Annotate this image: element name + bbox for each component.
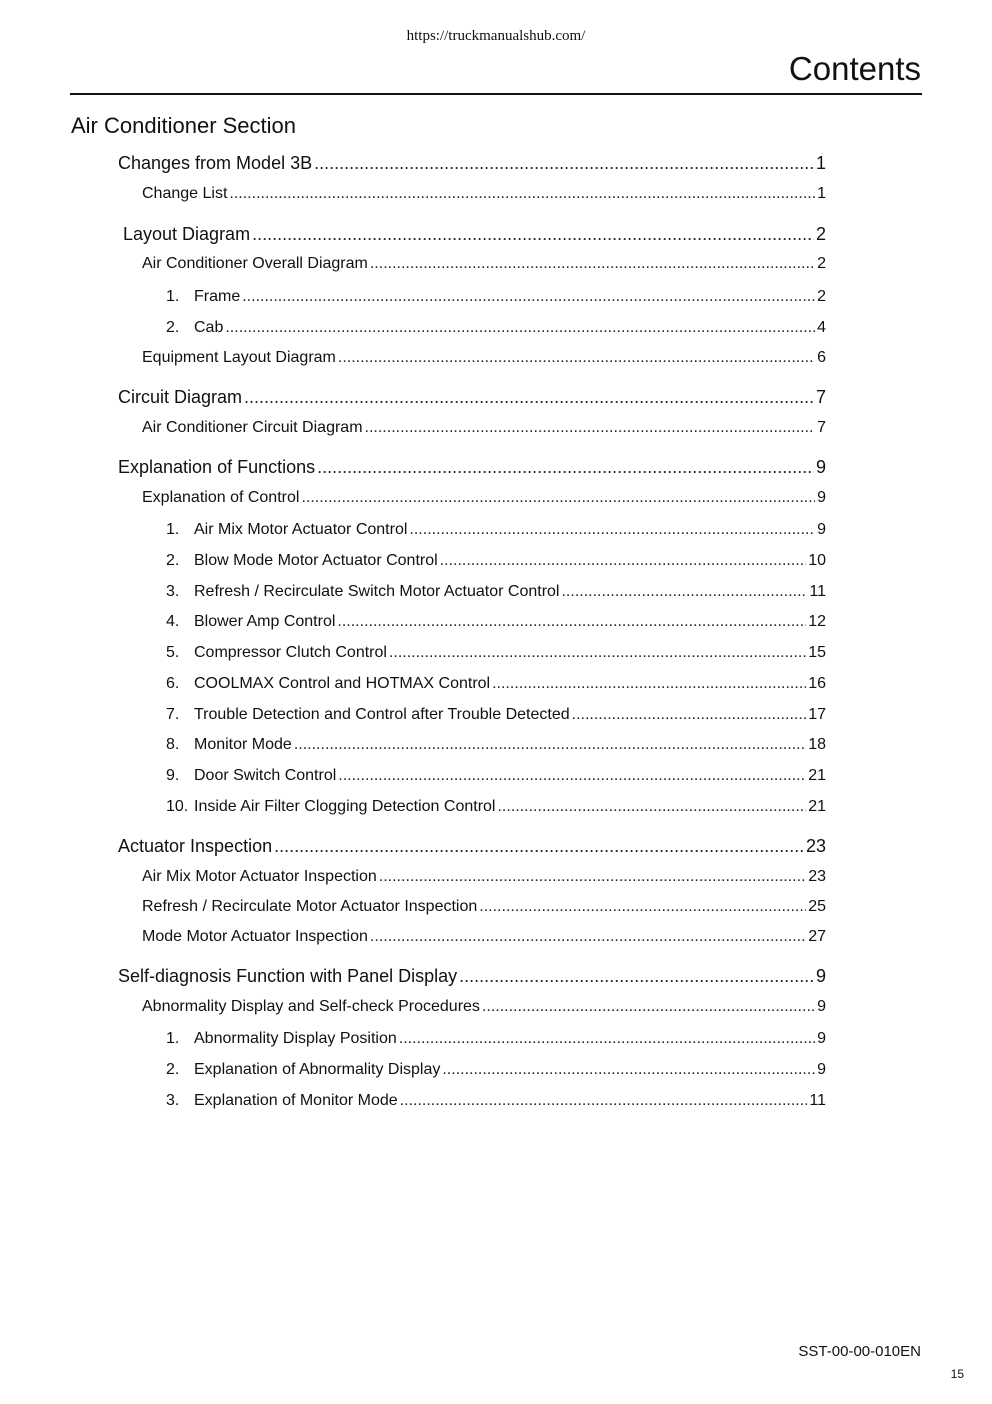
toc-entry-number: 1. xyxy=(166,521,180,538)
toc-entry-title: Air Mix Motor Actuator Inspection xyxy=(142,868,377,885)
toc-entry-number: 5. xyxy=(166,644,180,661)
dot-leader xyxy=(365,419,816,437)
toc-entry-title: Self-diagnosis Function with Panel Display xyxy=(118,966,458,986)
page-number: 15 xyxy=(950,1367,964,1381)
toc-entry-number: 1. xyxy=(166,288,180,305)
toc-entry-title: Actuator Inspection xyxy=(118,836,273,856)
dot-leader xyxy=(370,928,806,946)
toc-subsection-entry[interactable] xyxy=(166,706,826,727)
toc-section-entry[interactable] xyxy=(142,898,826,919)
dot-leader xyxy=(338,349,815,367)
toc-entry-page: 2 xyxy=(817,255,826,272)
toc-entry-number: 4. xyxy=(166,613,180,630)
toc-entry-title: Frame xyxy=(194,288,241,305)
dot-leader xyxy=(440,552,807,570)
toc-subsection-entry[interactable] xyxy=(166,288,826,309)
toc-entry-number: 3. xyxy=(166,583,180,600)
toc-entry-number: 10. xyxy=(166,798,189,815)
toc-entry-title: Explanation of Functions xyxy=(118,457,316,477)
toc-entry-page: 9 xyxy=(817,489,826,506)
dot-leader xyxy=(225,319,815,337)
toc-entry-title: Refresh / Recirculate Motor Actuator Inspection xyxy=(142,898,478,915)
toc-entry-number: 1. xyxy=(166,1030,180,1047)
toc-subsection-entry[interactable] xyxy=(166,583,826,604)
toc-entry-page: 7 xyxy=(815,387,826,407)
toc-entry-number: 9. xyxy=(166,767,180,784)
toc-subsection-entry[interactable] xyxy=(166,613,826,634)
dot-leader xyxy=(492,675,806,693)
toc-subsection-entry[interactable] xyxy=(166,521,826,542)
toc-entry-title: Monitor Mode xyxy=(194,736,292,753)
toc-entry-title: Air Conditioner Circuit Diagram xyxy=(142,419,363,436)
toc-subsection-entry[interactable] xyxy=(166,1030,826,1051)
dot-leader xyxy=(370,255,815,273)
dot-leader xyxy=(442,1061,815,1079)
toc-entry-page: 11 xyxy=(809,1092,826,1109)
toc-chapter-entry[interactable] xyxy=(118,836,826,860)
toc-entry-number: 6. xyxy=(166,675,180,692)
toc-entry-title: Cab xyxy=(194,319,224,336)
toc-entry-title: Equipment Layout Diagram xyxy=(142,349,336,366)
dot-leader xyxy=(314,153,814,174)
dot-leader xyxy=(317,457,814,478)
toc-entry-title: Explanation of Abnormality Display xyxy=(194,1061,441,1078)
toc-entry-number: 2. xyxy=(166,552,180,569)
toc-subsection-entry[interactable] xyxy=(166,319,826,340)
dot-leader xyxy=(301,489,815,507)
toc-entry-page: 6 xyxy=(817,349,826,366)
toc-entry-page: 9 xyxy=(817,521,826,538)
toc-entry-page: 23 xyxy=(808,868,826,885)
toc-subsection-entry[interactable] xyxy=(166,736,826,757)
toc-entry-page: 16 xyxy=(808,675,826,692)
dot-leader xyxy=(479,898,806,916)
toc-entry-title: Compressor Clutch Control xyxy=(194,644,387,661)
toc-entry-page: 21 xyxy=(808,767,826,784)
toc-entry-title: Trouble Detection and Control after Trouble Detected xyxy=(194,706,570,723)
toc-entry-number: 7. xyxy=(166,706,180,723)
toc-entry-title: Air Mix Motor Actuator Control xyxy=(194,521,408,538)
toc-entry-page: 15 xyxy=(808,644,826,661)
toc-section-entry[interactable] xyxy=(142,185,826,206)
toc-entry-page: 9 xyxy=(817,1030,826,1047)
toc-entry-number: 2. xyxy=(166,1061,180,1078)
toc-entry-title: Air Conditioner Overall Diagram xyxy=(142,255,368,272)
toc-entry-number: 2. xyxy=(166,319,180,336)
dot-leader xyxy=(379,868,806,886)
toc-entry-number: 8. xyxy=(166,736,180,753)
toc-entry-title: Changes from Model 3B xyxy=(118,153,313,173)
toc-entry-page: 25 xyxy=(808,898,826,915)
dot-leader xyxy=(337,613,806,631)
toc-entry-page: 11 xyxy=(809,583,826,600)
toc-section-entry[interactable] xyxy=(142,255,826,276)
toc-section-entry[interactable] xyxy=(142,419,826,440)
toc-entry-page: 4 xyxy=(817,319,826,336)
toc-chapter-entry[interactable] xyxy=(118,387,826,411)
dot-leader xyxy=(399,1030,815,1048)
toc-entry-title: Change List xyxy=(142,185,228,202)
toc-entry-page: 2 xyxy=(817,288,826,305)
toc-chapter-entry[interactable] xyxy=(118,966,826,990)
toc-entry-title: Door Switch Control xyxy=(194,767,337,784)
dot-leader xyxy=(274,836,804,857)
toc-entry-title: Inside Air Filter Clogging Detection Control xyxy=(194,798,496,815)
toc-entry-title: Explanation of Monitor Mode xyxy=(194,1092,398,1109)
toc-entry-title: Abnormality Display Position xyxy=(194,1030,397,1047)
dot-leader xyxy=(252,224,814,245)
toc-chapter-entry[interactable] xyxy=(118,153,826,177)
toc-subsection-entry[interactable] xyxy=(166,552,826,573)
toc-section-entry[interactable] xyxy=(142,349,826,370)
toc-subsection-entry[interactable] xyxy=(166,675,826,696)
dot-leader xyxy=(229,185,815,203)
toc-subsection-entry[interactable] xyxy=(166,644,826,665)
section-heading: Air Conditioner Section xyxy=(71,113,297,138)
toc-entry-title: Mode Motor Actuator Inspection xyxy=(142,928,368,945)
dot-leader xyxy=(338,767,806,785)
toc-chapter-entry[interactable] xyxy=(123,224,826,248)
toc-entry-number: 3. xyxy=(166,1092,180,1109)
toc-entry-page: 10 xyxy=(808,552,826,569)
toc-entry-page: 9 xyxy=(817,1061,826,1078)
toc-section-entry[interactable] xyxy=(142,868,826,889)
dot-leader xyxy=(409,521,815,539)
toc-subsection-entry[interactable] xyxy=(166,1061,826,1082)
toc-entry-page: 23 xyxy=(805,836,826,856)
toc-section-entry[interactable] xyxy=(142,928,826,949)
toc-subsection-entry[interactable] xyxy=(166,767,826,788)
toc-chapter-entry[interactable] xyxy=(118,457,826,481)
toc-entry-title: Layout Diagram xyxy=(123,224,251,244)
toc-entry-title: Blower Amp Control xyxy=(194,613,336,630)
toc-entry-page: 21 xyxy=(808,798,826,815)
toc-subsection-entry[interactable] xyxy=(166,1092,826,1113)
toc-entry-page: 1 xyxy=(815,153,826,173)
dot-leader xyxy=(244,387,814,408)
toc-entry-page: 12 xyxy=(808,613,826,630)
dot-leader xyxy=(561,583,807,601)
toc-entry-page: 7 xyxy=(817,419,826,436)
document-code: SST-00-00-010EN xyxy=(798,1343,921,1360)
toc-entry-title: Abnormality Display and Self-check Procedures xyxy=(142,998,480,1015)
toc-entry-title: Circuit Diagram xyxy=(118,387,243,407)
dot-leader xyxy=(389,644,806,662)
toc-subsection-entry[interactable] xyxy=(166,798,826,819)
toc-entry-title: COOLMAX Control and HOTMAX Control xyxy=(194,675,491,692)
toc-entry-page: 9 xyxy=(815,966,826,986)
dot-leader xyxy=(497,798,806,816)
toc-entry-page: 2 xyxy=(815,224,826,244)
toc-entry-page: 17 xyxy=(808,706,826,723)
page-title: Contents xyxy=(788,50,921,87)
dot-leader xyxy=(459,966,814,987)
toc-entry-page: 9 xyxy=(815,457,826,477)
toc-section-entry[interactable] xyxy=(142,489,826,510)
toc-entry-page: 27 xyxy=(808,928,826,945)
toc-entry-page: 18 xyxy=(808,736,826,753)
toc-entry-page: 1 xyxy=(817,185,826,202)
toc-entry-page: 9 xyxy=(817,998,826,1015)
dot-leader xyxy=(242,288,815,306)
source-url[interactable]: https://truckmanualshub.com/ xyxy=(406,28,586,44)
dot-leader xyxy=(294,736,806,754)
dot-leader xyxy=(482,998,815,1016)
dot-leader xyxy=(572,706,807,724)
toc-entry-title: Blow Mode Motor Actuator Control xyxy=(194,552,438,569)
toc-entry-title: Explanation of Control xyxy=(142,489,300,506)
dot-leader xyxy=(400,1092,808,1110)
toc-section-entry[interactable] xyxy=(142,998,826,1019)
toc-entry-title: Refresh / Recirculate Switch Motor Actuator Control xyxy=(194,583,560,600)
